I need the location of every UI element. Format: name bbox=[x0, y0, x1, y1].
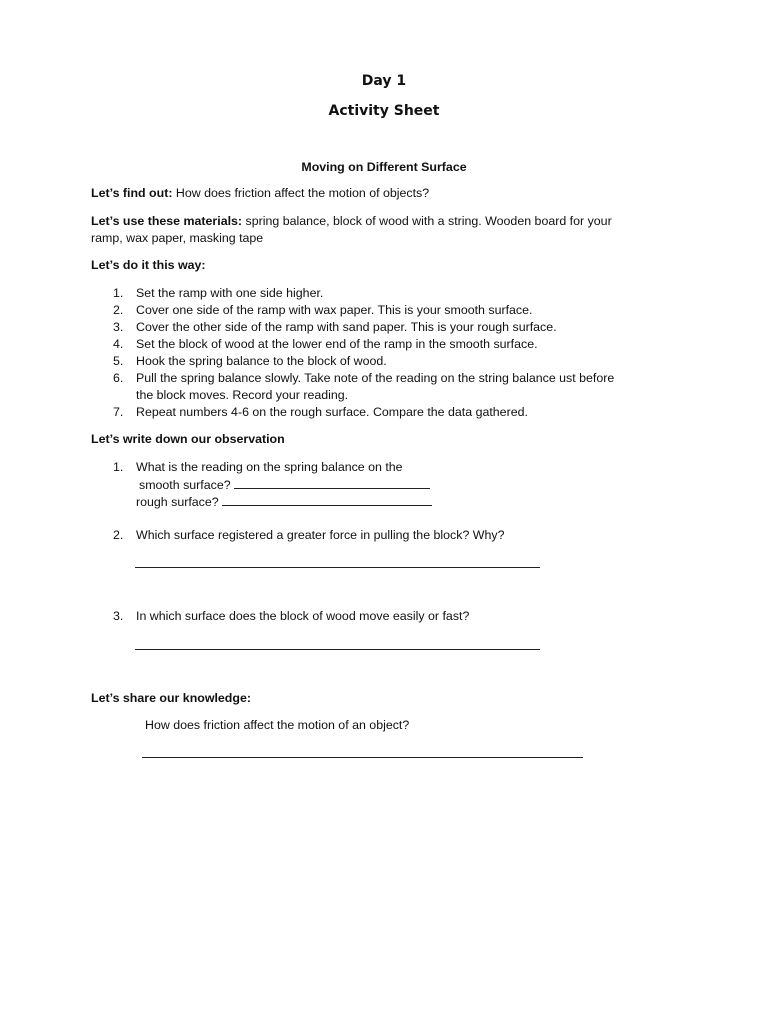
q3-answer-line[interactable] bbox=[135, 649, 540, 650]
find-out-label: Let’s find out: bbox=[91, 186, 173, 200]
procedure-step: 3. Cover the other side of the ramp with sand paper. This is your rough surface. bbox=[113, 320, 557, 334]
q3-number: 3. bbox=[113, 609, 124, 623]
q1-rough-row bbox=[136, 493, 432, 511]
procedure-step: 5. Hook the spring balance to the block of wood. bbox=[113, 354, 387, 368]
find-out-text: How does friction affect the motion of objects? bbox=[175, 186, 430, 200]
share-heading: Let’s share our knowledge: bbox=[91, 691, 251, 705]
q2-number: 2. bbox=[113, 528, 124, 542]
materials-line-2: ramp, wax paper, masking tape bbox=[91, 231, 264, 245]
find-out-line bbox=[91, 185, 691, 202]
activity-subtitle: Moving on Different Surface bbox=[301, 160, 467, 174]
procedure-list bbox=[91, 285, 711, 421]
q3-text: In which surface does the block of wood move easily or fast? bbox=[136, 609, 470, 623]
q1-rough-label: rough surface? bbox=[136, 495, 219, 509]
procedure-step: 4. Set the block of wood at the lower end of the ramp in the smooth surface. bbox=[113, 337, 538, 351]
day-title: Day 1 bbox=[361, 73, 407, 89]
observation-heading: Let’s write down our observation bbox=[91, 432, 285, 446]
q1-smooth-row bbox=[139, 476, 430, 494]
activity-sheet-title: Activity Sheet bbox=[328, 103, 440, 119]
procedure-step: 2. Cover one side of the ramp with wax paper. This is your smooth surface. bbox=[113, 303, 533, 317]
materials-text-1: spring balance, block of wood with a string. Wooden board for your bbox=[245, 214, 612, 228]
procedure-step: 1. Set the ramp with one side higher. bbox=[113, 286, 324, 300]
q2-answer-line[interactable] bbox=[135, 567, 540, 568]
share-question: How does friction affect the motion of an object? bbox=[145, 718, 410, 732]
smooth-answer-blank[interactable] bbox=[234, 476, 430, 489]
share-answer-line[interactable] bbox=[142, 757, 583, 758]
q2-text: Which surface registered a greater force in pulling the block? Why? bbox=[136, 528, 505, 542]
procedure-step: 7. Repeat numbers 4-6 on the rough surface. Compare the data gathered. bbox=[113, 405, 528, 419]
procedure-heading: Let’s do it this way: bbox=[91, 258, 206, 272]
q1-number: 1. bbox=[113, 460, 124, 474]
procedure-step: 6. Pull the spring balance slowly. Take note of the reading on the string balance ust before the block moves. Record your reading. bbox=[113, 371, 615, 402]
materials-line-1 bbox=[91, 213, 691, 230]
materials-label: Let’s use these materials: bbox=[91, 214, 243, 228]
q1-smooth-label: smooth surface? bbox=[139, 478, 231, 492]
rough-answer-blank[interactable] bbox=[222, 493, 432, 506]
q1-text: What is the reading on the spring balance on the bbox=[136, 460, 403, 474]
